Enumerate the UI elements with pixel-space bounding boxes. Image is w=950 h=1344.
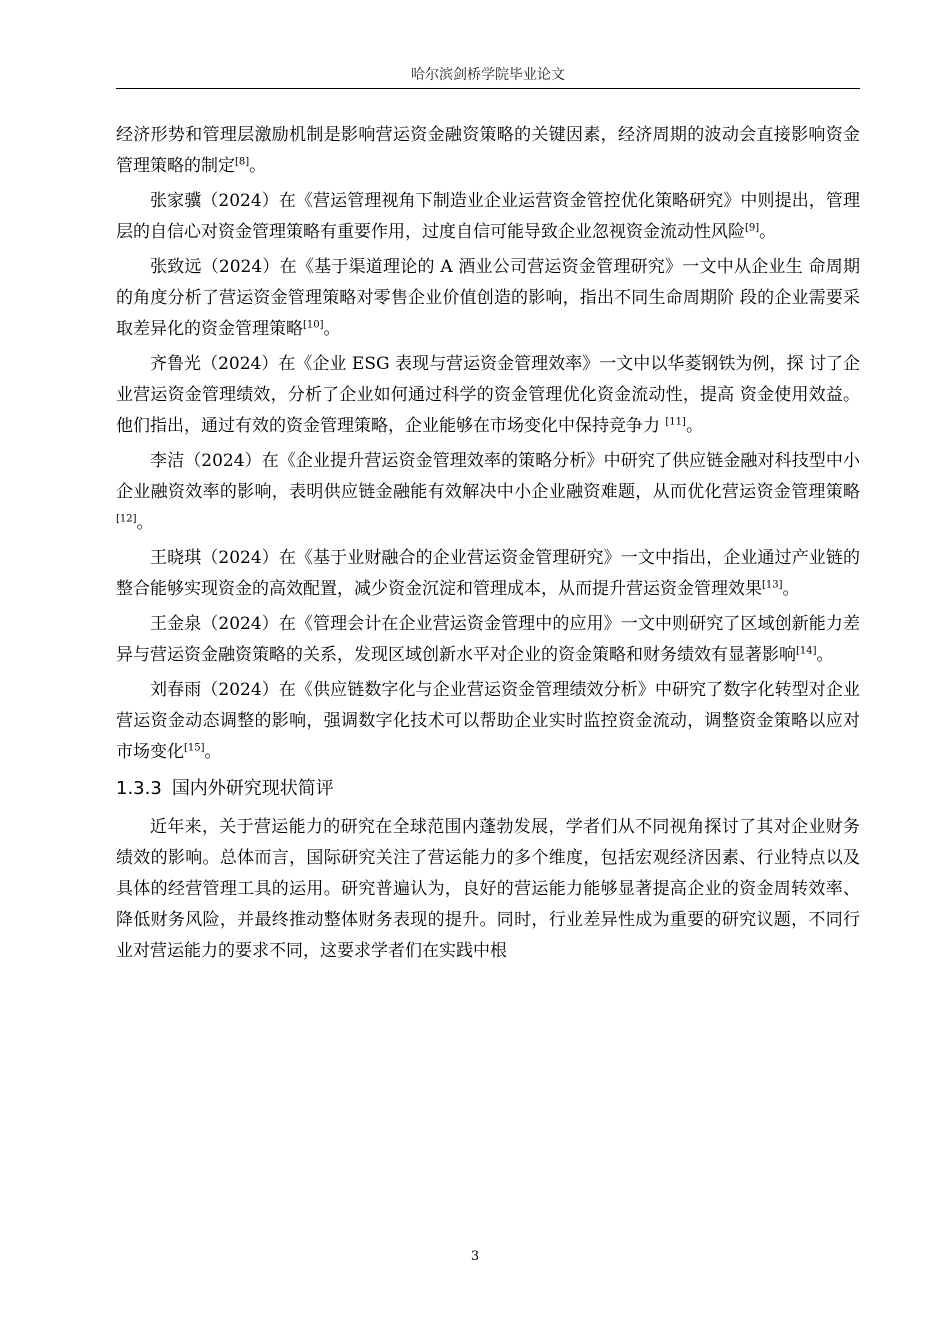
paragraph-tail: 。	[816, 645, 834, 665]
section-title: 国内外研究现状简评	[171, 778, 334, 799]
paragraph	[116, 675, 860, 768]
paragraph-text: 齐鲁光（2024）在《企业 ESG 表现与营运资金管理效率》一文中以华菱钢铁为例，探 讨了企业营运资金管理绩效，分析了企业如何通过科学的资金管理优化资金流动性，提高 资金使用效益。他们指出，通过有效的资金管理策略，企业能够在市场变化中保持竞争力	[116, 354, 860, 436]
paragraph	[116, 543, 860, 605]
paragraph-tail: 。	[782, 579, 800, 599]
section-number: 1.3.3	[116, 778, 162, 799]
citation-ref[interactable]: [11]	[665, 416, 686, 428]
page-header: 哈尔滨剑桥学院毕业论文	[411, 67, 565, 83]
paragraph-text: 张家骥（2024）在《营运管理视角下制造业企业运营资金管控优化策略研究》中则提出，管理层的自信心对资金管理策略有重要作用，过度自信可能导致企业忽视资金流动性风险	[116, 191, 860, 242]
paragraph-tail: 。	[249, 156, 267, 176]
section-heading	[116, 774, 860, 804]
citation-ref[interactable]: [14]	[796, 645, 817, 657]
citation-ref[interactable]: [13]	[762, 579, 783, 591]
paragraph-tail: 。	[136, 513, 154, 533]
paragraph-tail: 。	[204, 742, 222, 762]
paragraph	[116, 120, 860, 182]
paragraph-tail: 。	[685, 416, 703, 436]
citation-ref[interactable]: [9]	[745, 222, 760, 234]
paragraph-tail: 。	[323, 319, 341, 339]
citation-ref[interactable]: [8]	[235, 156, 250, 168]
paragraph-text: 王晓琪（2024）在《基于业财融合的企业营运资金管理研究》一文中指出，企业通过产业链的整合能够实现资金的高效配置，减少资金沉淀和管理成本，从而提升营运资金管理效果	[116, 548, 860, 599]
paragraph-text: 王金泉（2024）在《管理会计在企业营运资金管理中的应用》一文中则研究了区域创新能力差异与营运资金融资策略的关系，发现区域创新水平对企业的资金策略和财务绩效有显著影响	[116, 614, 860, 665]
paragraph	[116, 186, 860, 248]
paragraph	[116, 349, 860, 442]
paragraph	[116, 609, 860, 671]
paragraph-text: 李洁（2024）在《企业提升营运资金管理效率的策略分析》中研究了供应链金融对科技型中小企业融资效率的影响，表明供应链金融能有效解决中小企业融资难题，从而优化营运资金管理策略	[116, 451, 860, 502]
citation-ref[interactable]: [10]	[303, 319, 324, 331]
header-divider	[116, 88, 860, 89]
citation-ref[interactable]: [15]	[184, 742, 205, 754]
paragraph-text: 张致远（2024）在《基于渠道理论的 A 酒业公司营运资金管理研究》一文中从企业生 命周期的角度分析了营运资金管理策略对零售企业价值创造的影响，指出不同生命周期阶 段的企业需要采取差异化的资金管理策略	[116, 257, 860, 339]
paragraph-text: 经济形势和管理层激励机制是影响营运资金融资策略的关键因素，经济周期的波动会直接影响资金管理策略的制定	[116, 125, 860, 176]
citation-ref[interactable]: [12]	[116, 513, 137, 525]
body-text	[116, 120, 860, 971]
paragraph-text: 刘春雨（2024）在《供应链数字化与企业营运资金管理绩效分析》中研究了数字化转型对企业营运资金动态调整的影响，强调数字化技术可以帮助企业实时监控资金流动，调整资金策略以应对市场变化	[116, 680, 860, 762]
page-number: 3	[470, 1249, 480, 1264]
paragraph	[116, 252, 860, 345]
paragraph	[116, 446, 860, 539]
paragraph-tail: 。	[759, 222, 777, 242]
paragraph: 近年来，关于营运能力的研究在全球范围内蓬勃发展，学者们从不同视角探讨了其对企业财务绩效的影响。总体而言，国际研究关注了营运能力的多个维度，包括宏观经济因素、行业特点以及具体的经营管理工具的运用。研究普遍认为，良好的营运能力能够显著提高企业的资金周转效率、降低财务风险，并最终推动整体财务表现的提升。同时，行业差异性成为重要的研究议题，不同行业对营运能力的要求不同，这要求学者们在实践中根	[116, 817, 860, 961]
